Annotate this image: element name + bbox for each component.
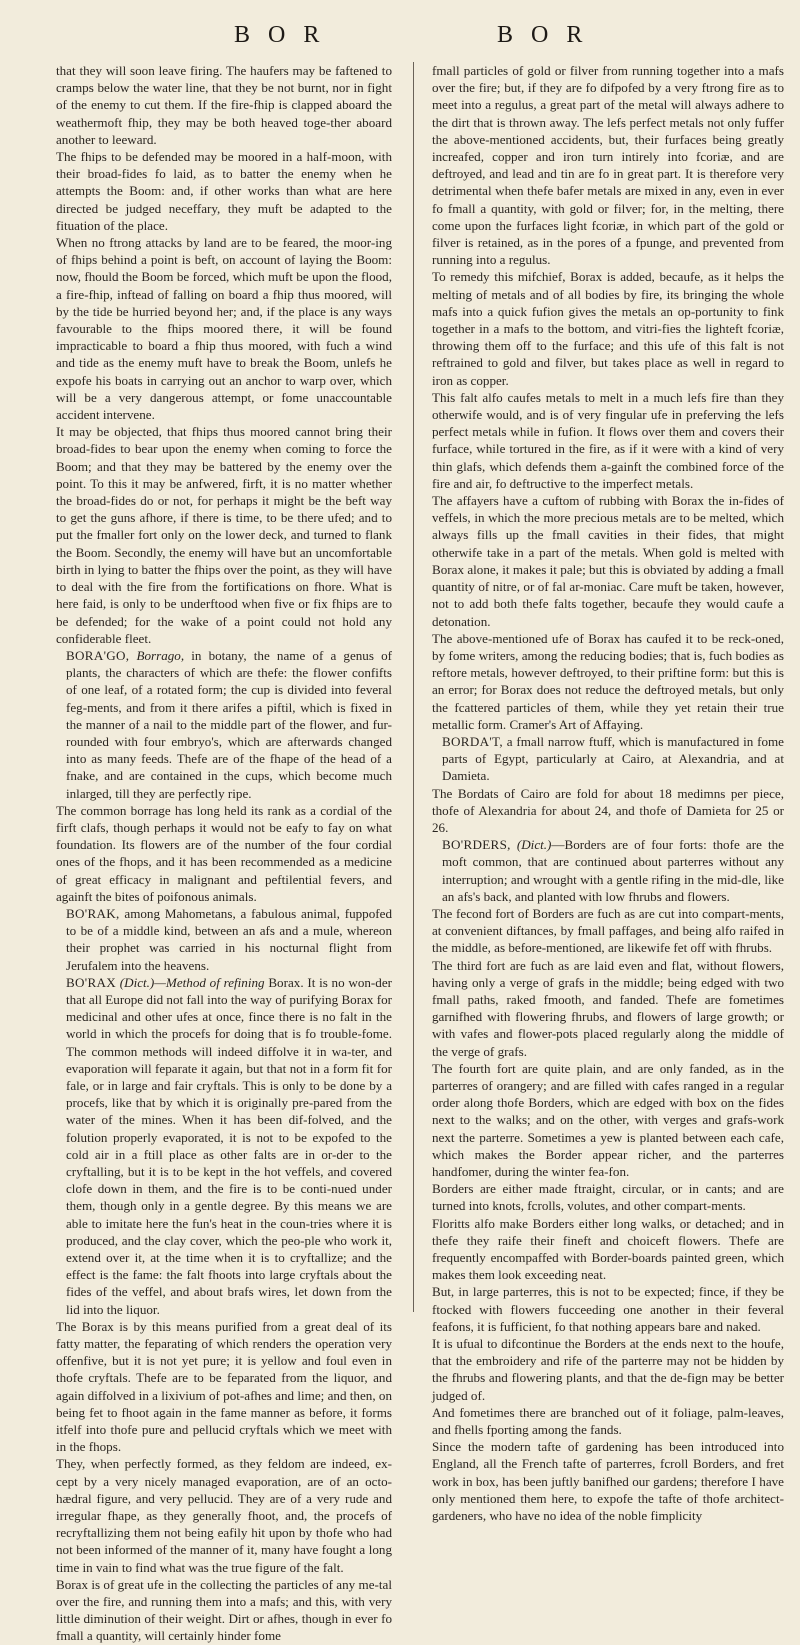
- paragraph-text: The Borax is by this means purified from a great deal of its fatty matter, the feparating of which renders the operation very offenfive, but it is not yet pure; it is yellow and foul even in thofe cryftals. Thefe are to be feparated from the liquor, and again diffolved in a lixivium of pot-afhes and lime; and then, on being fet to fhoot again in the fame manner as before, it forms itfelf into thofe pure and pellucid cryftals which we meet with in the fhops.: [56, 1318, 392, 1455]
- dictionary-entry: [432, 733, 784, 785]
- paragraph-text: It is ufual to difcontinue the Borders at the ends next to the houfe, that the embroidery and rife of the parterre may not be hidden by the fhrubs and flowering plants, and that the de-fign may be better judged of.: [432, 1336, 784, 1403]
- paragraph-text: The third fort are fuch as are laid even and flat, without flowers, having only a verge of grafs in the middle; being edged with two fmall paths, raked fmooth, and fanded. Thefe are fometimes garnifhed with flowering fhrubs, and flowers of large growth; or with vafes and flower-pots placed regularly along the middle of the verge of grafs.: [432, 957, 784, 1059]
- dictionary-entry: [56, 974, 392, 1318]
- dictionary-entry: [432, 836, 784, 905]
- paragraph: [432, 492, 784, 630]
- entry-text: Borax. It is no won-der that all Europe did not fall into the way of purifying Borax for medicinal and other ufes at once, fince there is no falt in the world in which the procefs for doing that is fo trouble-fome. The common methods will indeed diffolve it in wa-ter, and evaporation will feparate it again, but that not in a form fit for fale, or in large and fair cryftals. This is only to be done by a procefs, like that by which it is originally pre-pared from the water of the mines. When it has been dif-folved, and the folution properly evaporated, it is not to be expofed to the cold air in a ftill place as other falts are in or-der to the cryftalling, but it is to be kept in the hot veffels, and covered clofe down in them, and the fire is to be conti-nued under them, though only in a gentle degree. By this means we are able to imitate here the fun's heat in the coun-tries where it is produced, and the clay cover, which the peo-ple who work it, extend over it, at the time when it is to cryftallize; and the effect is the fame: the falt fhoots into large cryftals about the fides of the veffel, and about brafs wires, let down from the lid into the liquor.: [66, 974, 392, 1317]
- paragraph: [432, 1060, 784, 1180]
- entry-label: (Dict.): [516, 837, 552, 853]
- paragraph-text: This falt alfo caufes metals to melt in a much lefs fire than they otherwife would, and is of very fingular ufe in preferving the lefs perfect metals while in fufion. It flows over them and covers their furface, while tortured in the fire, as if it were with a kind of very thin glafs, which defends them a-gainft the combined force of the fire and air, fo deftructive to the imperfect metals.: [432, 389, 784, 491]
- entry-headword: BORDA'T,: [442, 733, 503, 749]
- paragraph-text: Borax is of great ufe in the collecting the particles of any me-tal over the fire, and running them into a mafs; and this, with very little diminution of their weight. Dirt or afhes, though in ever fo fmall a quantity, will certainly hinder fome: [56, 1576, 392, 1644]
- citation: Cramer's Art of Affaying.: [509, 716, 644, 732]
- running-header: [0, 14, 800, 54]
- paragraph: [56, 234, 392, 423]
- entry-headword: BO'RDERS,: [442, 837, 511, 853]
- paragraph: [56, 802, 392, 905]
- paragraph-text: And fometimes there are branched out of it foliage, palm-leaves, and fhells fporting among the fands.: [432, 1404, 784, 1438]
- paragraph: [56, 1576, 392, 1645]
- paragraph: [432, 630, 784, 733]
- paragraph: [432, 1215, 784, 1284]
- entry-text: among Mahometans, a fabulous animal, fuppofed to be of a middle kind, between an afs and a mule, whereon their prophet was carried in his nocturnal flight from Jerufalem into the heavens.: [66, 905, 392, 973]
- paragraph-text: The fecond fort of Borders are fuch as are cut into compart-ments, at convenient diftances, by fmall paffages, and being alfo raifed in the middle, as before-mentioned, are likewife fet off with fhrubs.: [432, 905, 784, 956]
- paragraph: [56, 1318, 392, 1456]
- paragraph: [432, 1180, 784, 1214]
- paragraph-text: that they will soon leave firing. The haufers may be faftened to cramps below the water line, that they be not burnt, nor in fight of the enemy to cut them. If the fire-fhip is clapped aboard the weathermoft fhip, they may be both heaved toge-ther aboard another to leeward.: [56, 63, 392, 147]
- paragraph-text: The affayers have a cuftom of rubbing with Borax the in-fides of veffels, in which the more precious metals are to be melted, which always fills up the fmall cavities in their fides, that might otherwife take in a part of the metals. When gold is melted with Borax alone, it makes it pale; but this is obviated by adding a fmall quantity of nitre, or of fal ar-moniac. Care muft be taken, however, not to add both thefe falts together, becaufe they would caufe a detonation.: [432, 493, 784, 629]
- paragraph-text: The Bordats of Cairo are fold for about 18 medimns per piece, thofe of Alexandria for about 24, and thofe of Damieta for 25 or 26.: [432, 785, 784, 835]
- paragraph-text: But, in large parterres, this is not to be expected; fince, if they be ftocked with flowers fucceeding one another in their feveral feafons, it is fufficient, fo that nothing appears bare and naked.: [432, 1284, 784, 1334]
- paragraph-text: It may be objected, that fhips thus moored cannot bring their broad-fides to bear upon the enemy when coming to force the Boom; and that they may be battered by the enemy over the point. To this it may be anfwered, firft, it is no matter whether the broad-fides do or not, for perhaps it might be the beft way to get the guns afhore, if there is time, to be there ufed; and to put the fmaller fort only on the lower deck, and turned to flank the Boom. Secondly, the enemy will have but an uncomfortable birth in lying to batter the fhips over the point, as they will have to deal with the fire from the fortifications on fhore. What is here faid, is only to be underftood when five or fix fhips are to be defended; for the wake of a point could not hold any confiderable fleet.: [56, 424, 392, 646]
- paragraph-text: Borders are either made ftraight, circular, or in cants; and are turned into knots, fcrolls, volutes, and other compart-ments.: [432, 1181, 784, 1214]
- dictionary-entry: [56, 647, 392, 802]
- paragraph: [432, 268, 784, 388]
- paragraph: [432, 1404, 784, 1438]
- paragraph: [432, 1438, 784, 1524]
- header-left: B O R: [234, 22, 326, 48]
- paragraph: [432, 785, 784, 837]
- entry-label: (Dict.)—Method of refining: [119, 974, 265, 990]
- header-right: B O R: [497, 22, 589, 48]
- paragraph: [56, 62, 392, 148]
- entry-label: Borrago,: [136, 647, 185, 663]
- paragraph: [432, 62, 784, 268]
- dictionary-entry: [56, 905, 392, 974]
- entry-headword: BO'RAK,: [66, 905, 120, 921]
- paragraph: [432, 957, 784, 1060]
- paragraph-text: fmall particles of gold or filver from running together into a mafs over the fire; but, if they are fo difpofed by a very ftrong fire as to meet into a regulus, a great part of the metal will always adhere to the dirt that is thrown away. The lefs perfect metals not only fuffer the above-mentioned accidents, but, their furfaces being greatly increafed, copper and iron turn intirely into fcoriæ, and are deftroyed, and lead and tin are fo in great part. It is therefore very detrimental when thefe bafer metals are mixed in any, even in ever fo fmall a quantity, with gold or filver; for, in the melting, there come upon the furfaces light fcoriæ, in which part of the gold or filver is retained, as in the pores of a fpunge, and prevented from running into a regulus.: [432, 63, 784, 268]
- paragraph: [56, 1455, 392, 1575]
- paragraph: [432, 389, 784, 492]
- paragraph: [432, 905, 784, 957]
- right-column: [432, 62, 784, 1524]
- paragraph-text: The fourth fort are quite plain, and are only fanded, as in the parterres of orangery; and are filled with cafes ranged in a regular order along thofe Borders, which are edged with box on the fides next to the walks; and on the other, with verges and grafs-work next the parterre. Sometimes a yew is planted between each cafe, which makes the Border appear richer, and the parterres handfomer, during the winter fea-fon.: [432, 1060, 784, 1179]
- paragraph-text: They, when perfectly formed, as they feldom are indeed, ex-cept by a very nicely managed evaporation, are of an octo-hædral figure, and very pellucid. They are of a very rude and irregular fhape, as they generally fhoot, and, the procefs of recryftallizing them not being eafily hit upon by thofe who had not been informed of the manner of it, many have fought a long time in vain to find what was the true figure of the falt.: [56, 1456, 392, 1575]
- entry-headword: BO'RAX: [66, 974, 116, 990]
- paragraph: [432, 1335, 784, 1404]
- entry-text: a fmall narrow ftuff, which is manufactured in fome parts of Egypt, particularly at Cairo, at Alexandria, and at Damieta.: [442, 733, 784, 784]
- entry-text: in botany, the name of a genus of plants, the characters of which are thefe: the flower confifts of one leaf, of a rotated form; the cup is divided into feveral feg-ments, and from it there arifes a piftil, which is fixed in the manner of a nail to the middle part of the flower, and fur-rounded with four embryo's, which are afterwards changed into as many feeds. Thefe are of the fhape of the head of a fnake, and are contained in the cups, which become much inlarged, till they are perfectly ripe.: [66, 647, 392, 801]
- paragraph: [432, 1283, 784, 1335]
- paragraph-text: The common borrage has long held its rank as a cordial of the firft clafs, though perhaps it would not be eafy to fay on what foundation. Its flowers are of the number of the four cordial ones of the fhops, and it has been recommended as a medicine of great efficacy in malignant and peftilential fevers, and againft the bites of poifonous animals.: [56, 802, 392, 904]
- paragraph-text: The fhips to be defended may be moored in a half-moon, with their broad-fides fo laid, as to batter the enemy when he attempts the Boom: and, if other works than what are here directed be judged neceffary, they muft be adapted to the fituation of the place.: [56, 149, 392, 233]
- entry-headword: BORA'GO,: [66, 647, 130, 663]
- entry-text: —Borders are of four forts: thofe are the moft common, that are continued about parterres without any interruption; and wrought with a gentle rifing in the mid-dle, like an afs's back, and planted with low fhrubs and flowers.: [442, 837, 784, 904]
- paragraph: [56, 423, 392, 647]
- paragraph-text: To remedy this mifchief, Borax is added, becaufe, as it helps the melting of metals and of all bodies by fire, its bringing the whole mafs into a quick fufion gives the metals an op-portunity to fink together in a mafs to the bottom, and vitri-fies the lighteft fcoriæ, throwing them off to the furface; and this ufe of this falt is not reftrained to gold and filver, but takes place as well in regard to iron as copper.: [432, 269, 784, 388]
- column-divider: [413, 62, 414, 1312]
- paragraph-text: The above-mentioned ufe of Borax has caufed it to be reck-oned, by fome writers, among the reducing bodies; that is, fuch bodies as reftore metals, however deftroyed, to their priftine form: but this is an error; for Borax does not reduce the deftroyed metals, but only the fcattered particles of them, while they yet retain their true metallic form.: [432, 630, 784, 732]
- paragraph-text: Since the modern tafte of gardening has been introduced into England, all the French tafte of parterres, fcroll Borders, and fret work in box, has been juftly banifhed our gardens; therefore I have only mentioned them here, to expofe the tafte of thofe architect-gardeners, who have no idea of the noble fimplicity: [432, 1439, 784, 1524]
- paragraph-text: Floritts alfo make Borders either long walks, or detached; and in thefe they raife their fineft and choiceft flowers. Thefe are frequently encompaffed with Border-boards painted green, which makes them look exceeding neat.: [432, 1215, 784, 1283]
- left-column: [56, 62, 392, 1645]
- paragraph: [56, 148, 392, 234]
- paragraph-text: When no ftrong attacks by land are to be feared, the moor-ing of fhips behind a point is beft, on account of laying the Boom: now, fhould the Boom be forced, which muft be upon the flood, a fire-fhip, inftead of falling on board a fhip thus moored, will by the tide be hurried beyond her; and, if the place is any ways favourable to the fhips moored there, it will be found impracticable to board a fhip thus moored, with fuch a wind and tide as the enemy muft have to break the Boom, unlefs he expofe his boats in carrying out an anchor to warp over, which will be a very dangerous attempt, or fome unaccountable accident intervene.: [56, 235, 392, 423]
